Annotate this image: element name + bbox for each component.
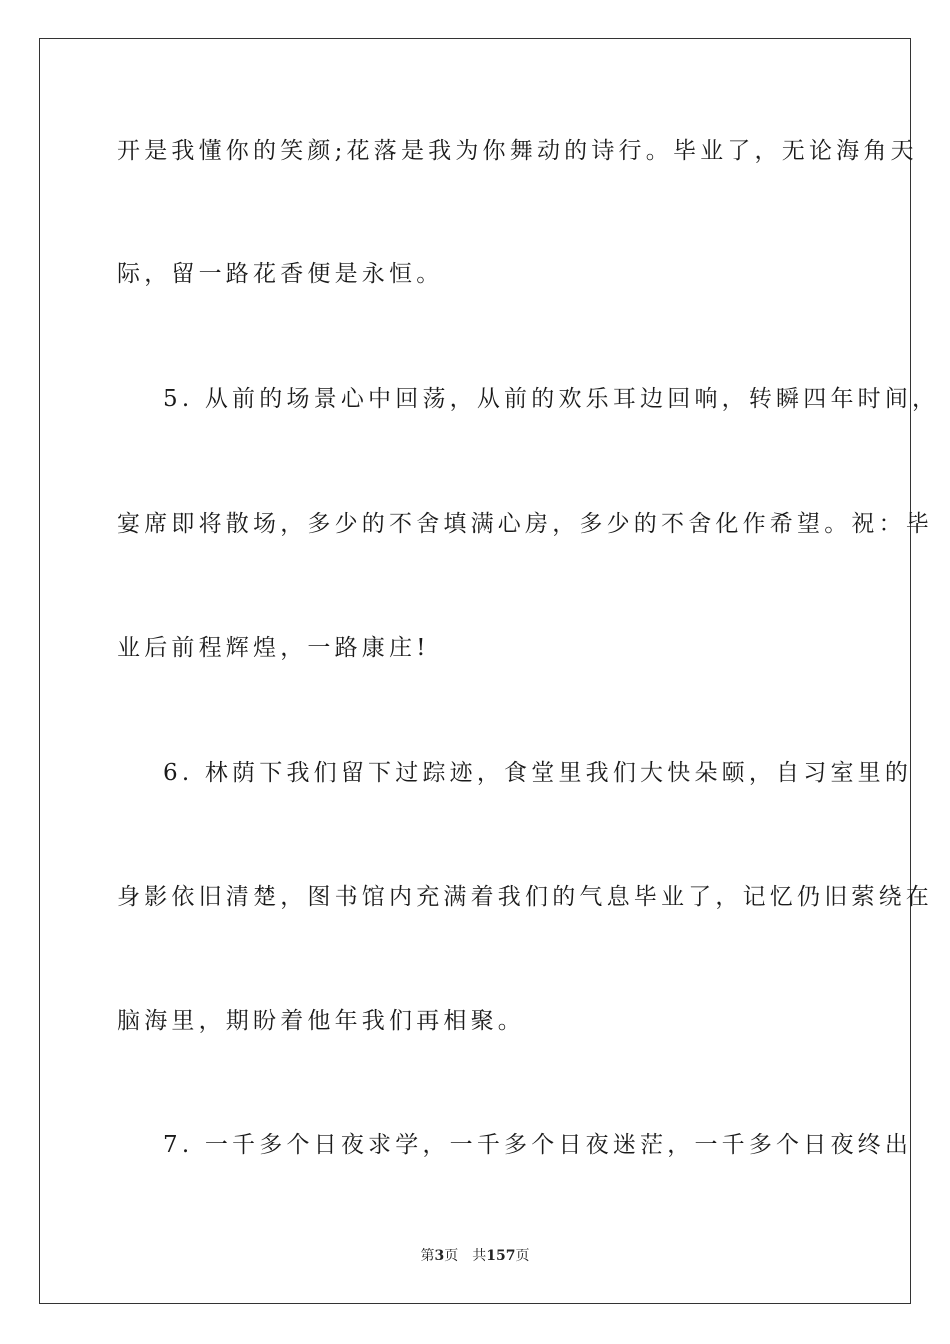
footer-total-suffix: 页	[515, 1248, 530, 1264]
paragraph-7-line-1: 7. 一千多个日夜求学，一千多个日夜迷茫，一千多个日夜终出	[163, 1132, 913, 1158]
paragraph-6-line-1: 6. 林荫下我们留下过踪迹，食堂里我们大快朵颐，自习室里的	[163, 760, 913, 786]
footer-total-pages: 157	[486, 1248, 516, 1264]
page-footer	[0, 1247, 950, 1265]
footer-page-suffix: 页	[444, 1248, 459, 1264]
footer-page-prefix: 第	[420, 1248, 435, 1264]
paragraph-5-line-3: 业后前程辉煌，一路康庄!	[117, 635, 430, 661]
text-line-1: 开是我懂你的笑颜;花落是我为你舞动的诗行。毕业了，无论海角天	[117, 138, 918, 164]
paragraph-5-line-2: 宴席即将散场，多少的不舍填满心房，多少的不舍化作希望。祝：毕	[117, 511, 933, 537]
page-border	[39, 38, 940, 1304]
paragraph-6-line-2: 身影依旧清楚，图书馆内充满着我们的气息毕业了，记忆仍旧萦绕在	[117, 884, 933, 910]
footer-total-prefix: 共	[472, 1248, 487, 1264]
footer-page-number: 3	[434, 1248, 445, 1264]
text-line-2: 际，留一路花香便是永恒。	[117, 261, 444, 287]
paragraph-6-line-3: 脑海里，期盼着他年我们再相聚。	[117, 1008, 525, 1034]
paragraph-5-line-1: 5. 从前的场景心中回荡，从前的欢乐耳边回响，转瞬四年时间，	[163, 386, 940, 412]
